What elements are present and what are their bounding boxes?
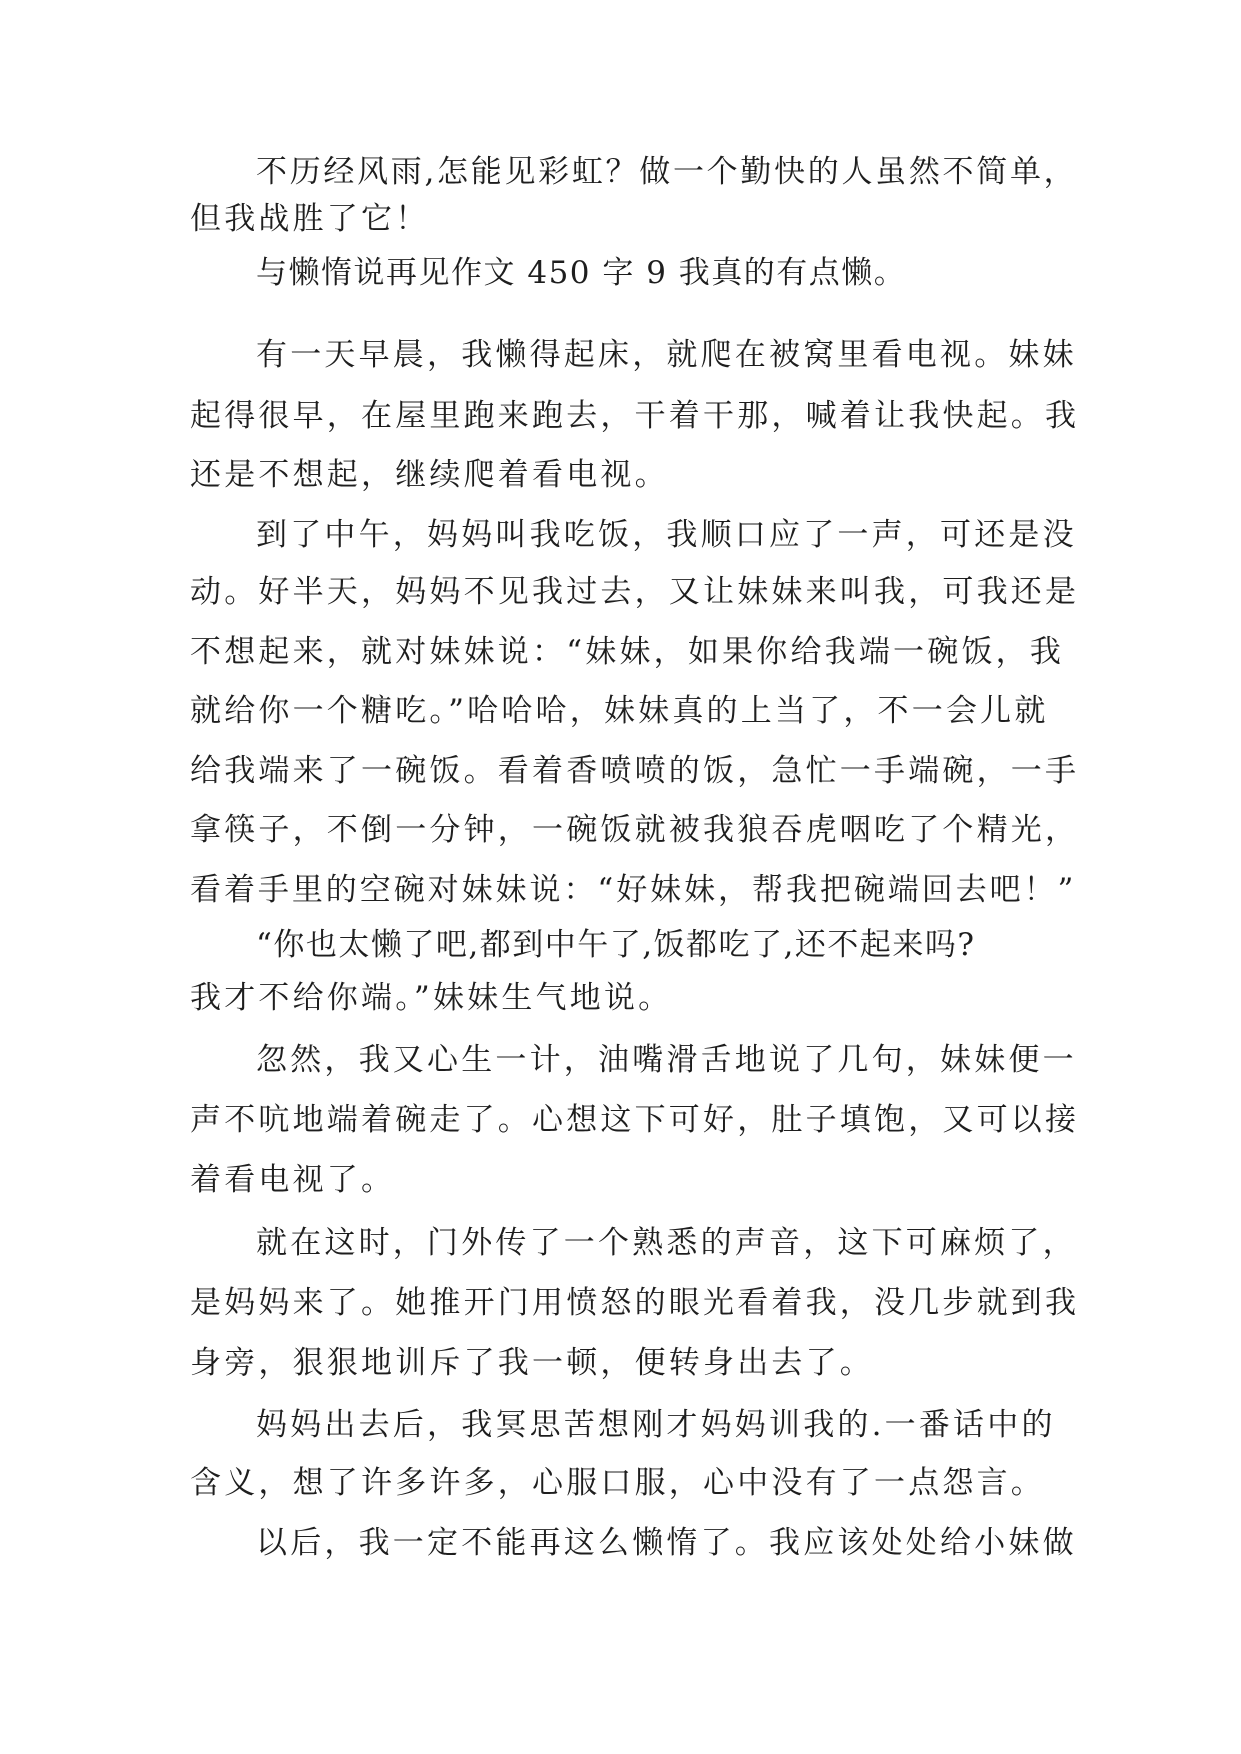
text-line: 身旁，狠狠地训斥了我一顿，便转身出去了。 <box>190 1345 874 1381</box>
text-line: 我才不给你端。”妹妹生气地说。 <box>190 980 673 1016</box>
text-line: 是妈妈来了。她推开门用愤怒的眼光看着我，没几步就到我 <box>190 1285 1080 1321</box>
text-line: 就在这时，门外传了一个熟悉的声音，这下可麻烦了， <box>256 1225 1077 1261</box>
text-line: 以后，我一定不能再这么懒惰了。我应该处处给小妹做 <box>256 1525 1077 1561</box>
text-line: 起得很早，在屋里跑来跑去，干着干那，喊着让我快起。我 <box>190 398 1080 434</box>
text-line: 还是不想起，继续爬着看电视。 <box>190 457 669 493</box>
text-line: 忽然，我又心生一计，油嘴滑舌地说了几句，妹妹便一 <box>256 1042 1077 1078</box>
text-line: 不想起来，就对妹妹说：“妹妹，如果你给我端一碗饭，我 <box>190 634 1065 670</box>
text-line: “你也太懒了吧,都到中午了,饭都吃了,还不起来吗? <box>256 927 976 963</box>
text-line: 给我端来了一碗饭。看着香喷喷的饭，急忙一手端碗，一手 <box>190 753 1080 789</box>
text-line: 着看电视了。 <box>190 1162 396 1198</box>
text-line: 妈妈出去后，我冥思苦想刚才妈妈训我的.一番话中的 <box>256 1407 1056 1443</box>
text-line: 到了中午，妈妈叫我吃饭，我顺口应了一声，可还是没 <box>256 517 1077 553</box>
text-line: 就给你一个糖吃。”哈哈哈，妹妹真的上当了，不一会儿就 <box>190 693 1049 729</box>
text-line: 含义，想了许多许多，心服口服，心中没有了一点怨言。 <box>190 1465 1045 1501</box>
text-line: 看着手里的空碗对妹妹说：“好妹妹，帮我把碗端回去吧！” <box>190 872 1077 908</box>
text-line: 与懒惰说再见作文 450 字 9 我真的有点懒。 <box>256 255 907 291</box>
text-line: 声不吭地端着碗走了。心想这下可好，肚子填饱，又可以接 <box>190 1102 1080 1138</box>
text-line: 有一天早晨，我懒得起床，就爬在被窝里看电视。妹妹 <box>256 337 1077 373</box>
text-line: 但我战胜了它！ <box>190 201 430 237</box>
text-line: 动。好半天，妈妈不见我过去，又让妹妹来叫我，可我还是 <box>190 574 1080 610</box>
text-line: 不历经风雨,怎能见彩虹？做一个勤快的人虽然不简单， <box>256 154 1078 190</box>
text-line: 拿筷子，不倒一分钟，一碗饭就被我狼吞虎咽吃了个精光， <box>190 812 1080 848</box>
